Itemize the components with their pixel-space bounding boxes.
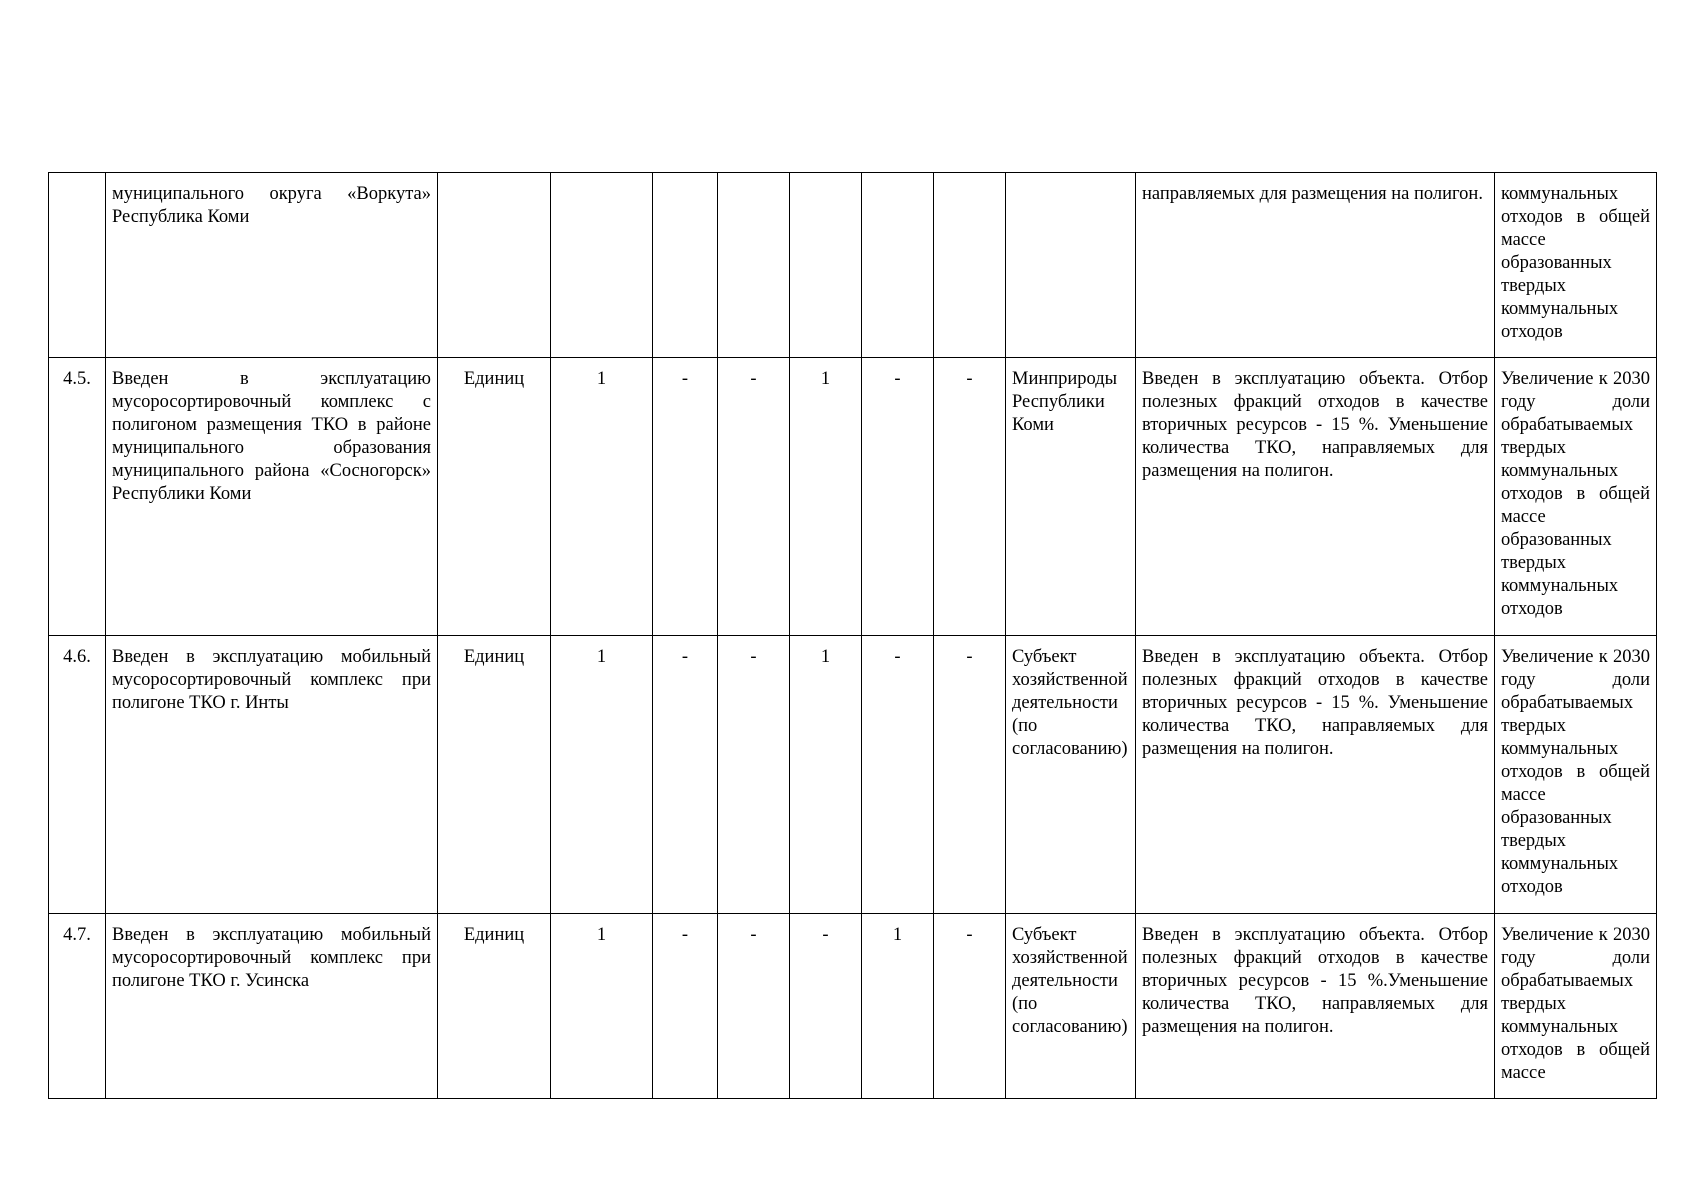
- year-value-cell: -: [718, 636, 790, 914]
- year-value-cell: -: [862, 636, 934, 914]
- measure-name-cell: муниципального округа «Воркута» Республика Коми: [106, 173, 438, 358]
- year-value-cell: 1: [790, 358, 862, 636]
- indicator-cell: коммунальных отходов в общей массе образованных твердых коммунальных отходов: [1495, 173, 1657, 358]
- measure-name-cell: Введен в эксплуатацию мусоросортировочный комплекс с полигоном размещения ТКО в районе муниципального образования муниципального района «Сосногорск» Республики Коми: [106, 358, 438, 636]
- row-number-cell: 4.7.: [49, 914, 106, 1099]
- year-value-cell: -: [934, 358, 1006, 636]
- row-number-cell: 4.6.: [49, 636, 106, 914]
- unit-cell: [438, 173, 551, 358]
- measure-name-cell: Введен в эксплуатацию мобильный мусоросортировочный комплекс при полигоне ТКО г. Усинска: [106, 914, 438, 1099]
- year-value-cell: 1: [862, 914, 934, 1099]
- year-value-cell: [862, 173, 934, 358]
- result-cell: направляемых для размещения на полигон.: [1136, 173, 1495, 358]
- year-value-cell: -: [790, 914, 862, 1099]
- measures-table: [48, 172, 1657, 1099]
- result-cell: Введен в эксплуатацию объекта. Отбор полезных фракций отходов в качестве вторичных ресурсов - 15 %.Уменьшение количества ТКО, направляемых для размещения на полигон.: [1136, 914, 1495, 1099]
- total-cell: 1: [551, 636, 653, 914]
- total-cell: [551, 173, 653, 358]
- result-cell: Введен в эксплуатацию объекта. Отбор полезных фракций отходов в качестве вторичных ресурсов - 15 %. Уменьшение количества ТКО, направляемых для размещения на полигон.: [1136, 358, 1495, 636]
- year-value-cell: -: [653, 914, 718, 1099]
- unit-cell: Единиц: [438, 914, 551, 1099]
- table-row: [49, 173, 1657, 358]
- year-value-cell: -: [862, 358, 934, 636]
- year-value-cell: [934, 173, 1006, 358]
- year-value-cell: -: [718, 358, 790, 636]
- year-value-cell: -: [934, 636, 1006, 914]
- year-value-cell: [718, 173, 790, 358]
- measure-name-cell: Введен в эксплуатацию мобильный мусоросортировочный комплекс при полигоне ТКО г. Инты: [106, 636, 438, 914]
- year-value-cell: -: [653, 358, 718, 636]
- year-value-cell: -: [934, 914, 1006, 1099]
- indicator-cell: Увеличение к 2030 году доли обрабатываемых твердых коммунальных отходов в общей массе образованных твердых коммунальных отходов: [1495, 358, 1657, 636]
- responsible-cell: Субъект хозяйственной деятельности (по согласованию): [1006, 914, 1136, 1099]
- row-number-cell: 4.5.: [49, 358, 106, 636]
- year-value-cell: -: [653, 636, 718, 914]
- year-value-cell: 1: [790, 636, 862, 914]
- responsible-cell: [1006, 173, 1136, 358]
- table-row: [49, 914, 1657, 1099]
- year-value-cell: [790, 173, 862, 358]
- result-cell: Введен в эксплуатацию объекта. Отбор полезных фракций отходов в качестве вторичных ресурсов - 15 %. Уменьшение количества ТКО, направляемых для размещения на полигон.: [1136, 636, 1495, 914]
- indicator-cell: Увеличение к 2030 году доли обрабатываемых твердых коммунальных отходов в общей массе: [1495, 914, 1657, 1099]
- unit-cell: Единиц: [438, 636, 551, 914]
- total-cell: 1: [551, 914, 653, 1099]
- total-cell: 1: [551, 358, 653, 636]
- year-value-cell: -: [718, 914, 790, 1099]
- unit-cell: Единиц: [438, 358, 551, 636]
- table-row: [49, 358, 1657, 636]
- table-row: [49, 636, 1657, 914]
- row-number-cell: [49, 173, 106, 358]
- year-value-cell: [653, 173, 718, 358]
- responsible-cell: Субъект хозяйственной деятельности (по согласованию): [1006, 636, 1136, 914]
- responsible-cell: Минприроды Республики Коми: [1006, 358, 1136, 636]
- indicator-cell: Увеличение к 2030 году доли обрабатываемых твердых коммунальных отходов в общей массе образованных твердых коммунальных отходов: [1495, 636, 1657, 914]
